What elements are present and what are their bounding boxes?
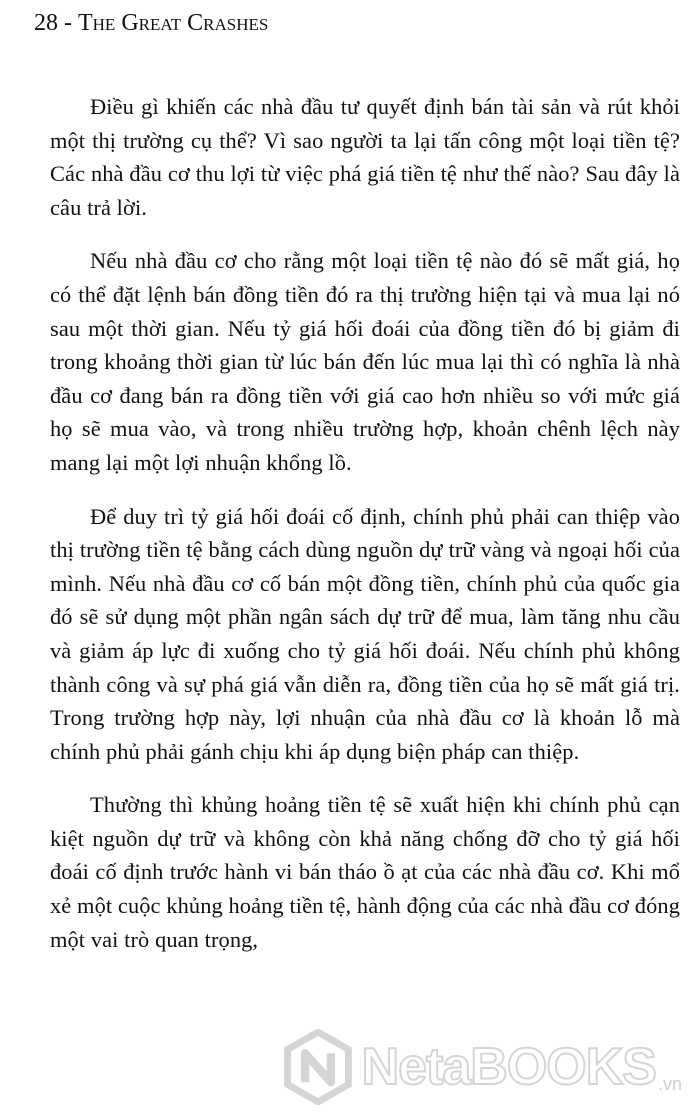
page-body: [50, 90, 680, 976]
running-title: The Great Crashes: [78, 10, 269, 36]
publisher-watermark: [280, 1029, 682, 1105]
header-separator: -: [58, 10, 78, 36]
watermark-suffix: .vn: [657, 1074, 682, 1094]
page-number: 28: [34, 10, 58, 36]
paragraph: Nếu nhà đầu cơ cho rằng một loại tiền tệ nào đó sẽ mất giá, họ có thể đặt lệnh bán đồng tiền đó ra thị trường hiện tại và mua lại nó sau một thời gian. Nếu tỷ giá hối đoái của đồng tiền đó bị giảm đi trong khoảng thời gian từ lúc bán đến lúc mua lại thì có nghĩa là nhà đầu cơ đang bán ra đồng tiền với giá cao hơn nhiều so với mức giá họ sẽ mua vào, và trong nhiều trường hợp, khoản chênh lệch này mang lại một lợi nhuận khổng lồ.: [50, 248, 680, 475]
running-header: [34, 8, 268, 38]
paragraph: Điều gì khiến các nhà đầu tư quyết định bán tài sản và rút khỏi một thị trường cụ thể? Vì sao người ta lại tấn công một loại tiền tệ? Các nhà đầu cơ thu lợi từ việc phá giá tiền tệ như thế nào? Sau đây là câu trả lời.: [50, 94, 680, 220]
watermark-brand: NetaBOOKS: [361, 1038, 656, 1096]
netabooks-logo-icon: [280, 1029, 356, 1105]
paragraph: Thường thì khủng hoảng tiền tệ sẽ xuất hiện khi chính phủ cạn kiệt nguồn dự trữ và không còn khả năng chống đỡ cho tỷ giá hối đoái cố định trước hành vi bán tháo ồ ạt của các nhà đầu cơ. Khi mổ xẻ một cuộc khủng hoảng tiền tệ, hành động của các nhà đầu cơ đóng một vai trò quan trọng,: [50, 792, 680, 952]
paragraph: Để duy trì tỷ giá hối đoái cố định, chính phủ phải can thiệp vào thị trường tiền tệ bằng cách dùng nguồn dự trữ vàng và ngoại hối của mình. Nếu nhà đầu cơ cố bán một đồng tiền, chính phủ của quốc gia đó sẽ sử dụng một phần ngân sách dự trữ để mua, làm tăng nhu cầu và giảm áp lực đi xuống cho tỷ giá hối đoái. Nếu chính phủ không thành công và sự phá giá vẫn diễn ra, đồng tiền của họ sẽ mất giá trị. Trong trường hợp này, lợi nhuận của nhà đầu cơ là khoản lỗ mà chính phủ phải gánh chịu khi áp dụng biện pháp can thiệp.: [50, 503, 680, 764]
